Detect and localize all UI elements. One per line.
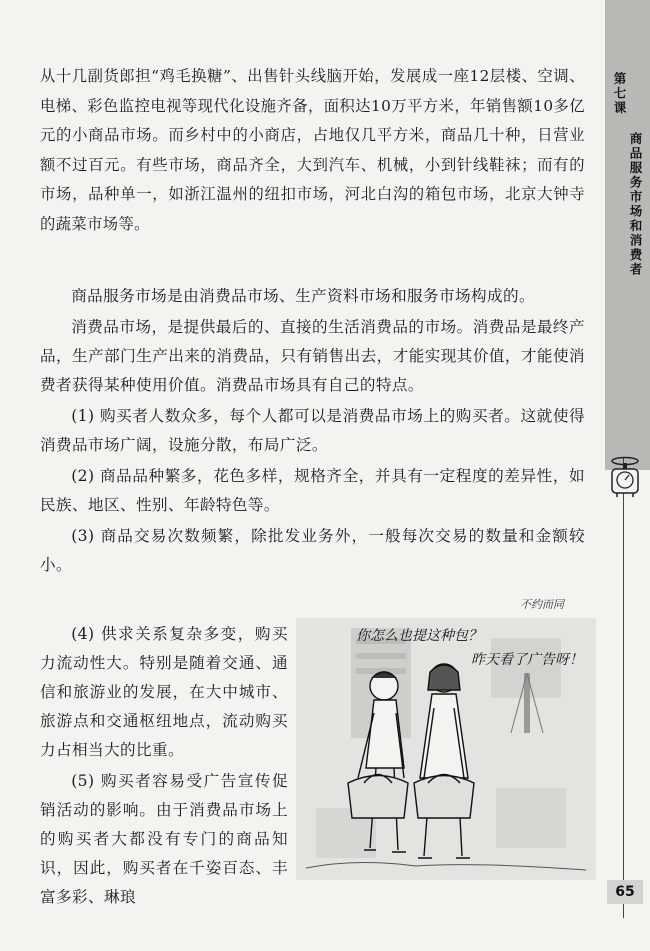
paragraph-feature-5: (5) 购买者容易受广告宣传促销活动的影响。由于消费品市场上的购买者大都没有专门的商品知识，因此，购买者在千姿百态、丰富多彩、琳琅 xyxy=(40,772,288,906)
speech-left: 你怎么也提这种包？ xyxy=(356,628,482,644)
sidebar-chapter-title: 商品服务市场和消费者 xyxy=(628,132,643,277)
paragraph-feature-4: (4) 供求关系复杂多变，购买力流动性大。特别是随着交通、通信和旅游业的发展，在大中城市、旅游点和交通枢纽地点，流动购买力占相当大的比重。 xyxy=(40,625,288,759)
cartoon-illustration xyxy=(296,618,596,880)
main-passage xyxy=(40,282,585,582)
sidebar-lower xyxy=(605,470,650,951)
paragraph-consumer-goods-market: 消费品市场，是提供最后的、直接的生活消费品的市场。消费品是最终产品，生产部门生产出来的消费品，只有销售出去，才能实现其价值，才能使消费者获得某种使用价值。消费品市场具有自己的特点。 xyxy=(40,318,585,394)
paragraph-market-composition: 商品服务市场是由消费品市场、生产资料市场和服务市场构成的。 xyxy=(71,287,536,305)
narrow-passage xyxy=(40,620,288,914)
intro-paragraph: 从十几副货郎担“鸡毛换糖”、出售针头线脑开始，发展成一座12层楼、空调、电梯、彩色监控电视等现代化设施齐备，面积达10万平方米，年销售额10多亿元的小商品市场。而乡村中的小商店，占地仅几平方米，商品几十种，日营业额不过百元。有些市场，商品齐全，大到汽车、机械，小到针线鞋袜；而有的市场，品种单一，如浙江温州的纽扣市场，河北白沟的箱包市场，北京大钟寺的蔬菜市场等。 xyxy=(40,67,585,233)
cartoon-caption: 不约而同 xyxy=(520,598,564,611)
sidebar-rule xyxy=(623,458,624,918)
paragraph-feature-1: (1) 购买者人数众多，每个人都可以是消费品市场上的购买者。这就使得消费品市场广阔，设施分散，布局广泛。 xyxy=(40,407,585,454)
sidebar-lesson-label: 第七课 xyxy=(612,72,627,116)
page-number: 65 xyxy=(607,880,643,904)
cartoon-drawing xyxy=(296,618,596,880)
intro-passage xyxy=(40,62,585,239)
paragraph-feature-2: (2) 商品品种繁多，花色多样，规格齐全，并具有一定程度的差异性，如民族、地区、性别、年龄特色等。 xyxy=(40,467,585,514)
scale-icon xyxy=(605,455,645,499)
speech-right: 昨天看了广告呀！ xyxy=(471,652,583,668)
paragraph-feature-3: (3) 商品交易次数频繁，除批发业务外，一般每次交易的数量和金额较小。 xyxy=(40,527,585,574)
